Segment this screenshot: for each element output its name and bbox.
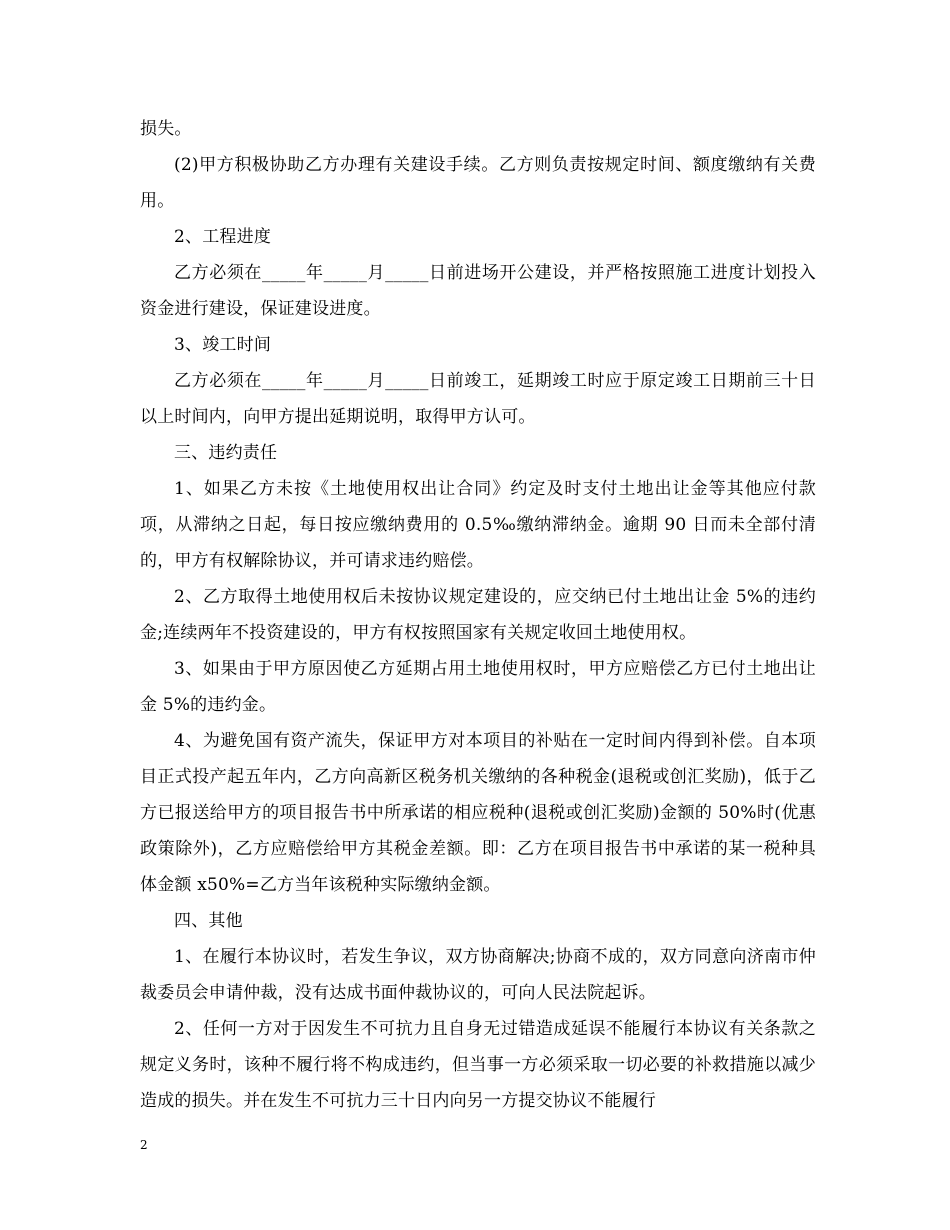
paragraph: 4、为避免国有资产流失，保证甲方对本项目的补贴在一定时间内得到补偿。自本项目正式投产起五年内，乙方向高新区税务机关缴纳的各种税金(退税或创汇奖励)，低于乙方已报送给甲方的项目报告书中所承诺的相应税种(退税或创汇奖励)金额的 50%时(优惠政策除外)，乙方应赔偿给甲方其税金差额。即：乙方在项目报告书中承诺的某一税种具体金额 x50%=乙方当年该税种实际缴纳金额。 — [140, 731, 816, 895]
paragraph: 1、如果乙方未按《土地使用权出让合同》约定及时支付土地出让金等其他应付款项，从滞纳之日起，每日按应缴纳费用的 0.5‰缴纳滞纳金。逾期 90 日而未全部付清的，甲方有权解除协议，并可请求违约赔偿。 — [140, 479, 816, 571]
paragraph: 乙方必须在_____年_____月_____日前进场开公建设，并严格按照施工进度计划投入资金进行建设，保证建设进度。 — [140, 263, 816, 319]
document-body — [140, 111, 816, 1119]
page-number: 2 — [140, 1138, 148, 1152]
section-heading: 三、违约责任 — [174, 443, 278, 463]
section-heading: 四、其他 — [174, 911, 243, 931]
paragraph: (2)甲方积极协助乙方办理有关建设手续。乙方则负责按规定时间、额度缴纳有关费用。 — [140, 155, 816, 211]
paragraph: 2、乙方取得土地使用权后未按协议规定建设的，应交纳已付土地出让金 5%的违约金;连续两年不投资建设的，甲方有权按照国家有关规定收回土地使用权。 — [140, 587, 816, 643]
section-heading: 3、竣工时间 — [174, 335, 272, 355]
section-heading: 2、工程进度 — [174, 227, 272, 247]
paragraph: 损失。 — [140, 119, 192, 139]
paragraph: 乙方必须在_____年_____月_____日前竣工，延期竣工时应于原定竣工日期前三十日以上时间内，向甲方提出延期说明，取得甲方认可。 — [140, 371, 816, 427]
paragraph: 2、任何一方对于因发生不可抗力且自身无过错造成延误不能履行本协议有关条款之规定义务时，该种不履行将不构成违约，但当事一方必须采取一切必要的补救措施以减少造成的损失。并在发生不可抗力三十日内向另一方提交协议不能履行 — [140, 1019, 816, 1111]
paragraph: 1、在履行本协议时，若发生争议，双方协商解决;协商不成的，双方同意向济南市仲裁委员会申请仲裁，没有达成书面仲裁协议的，可向人民法院起诉。 — [140, 947, 816, 1003]
paragraph: 3、如果由于甲方原因使乙方延期占用土地使用权时，甲方应赔偿乙方已付土地出让金 5%的违约金。 — [140, 659, 816, 715]
